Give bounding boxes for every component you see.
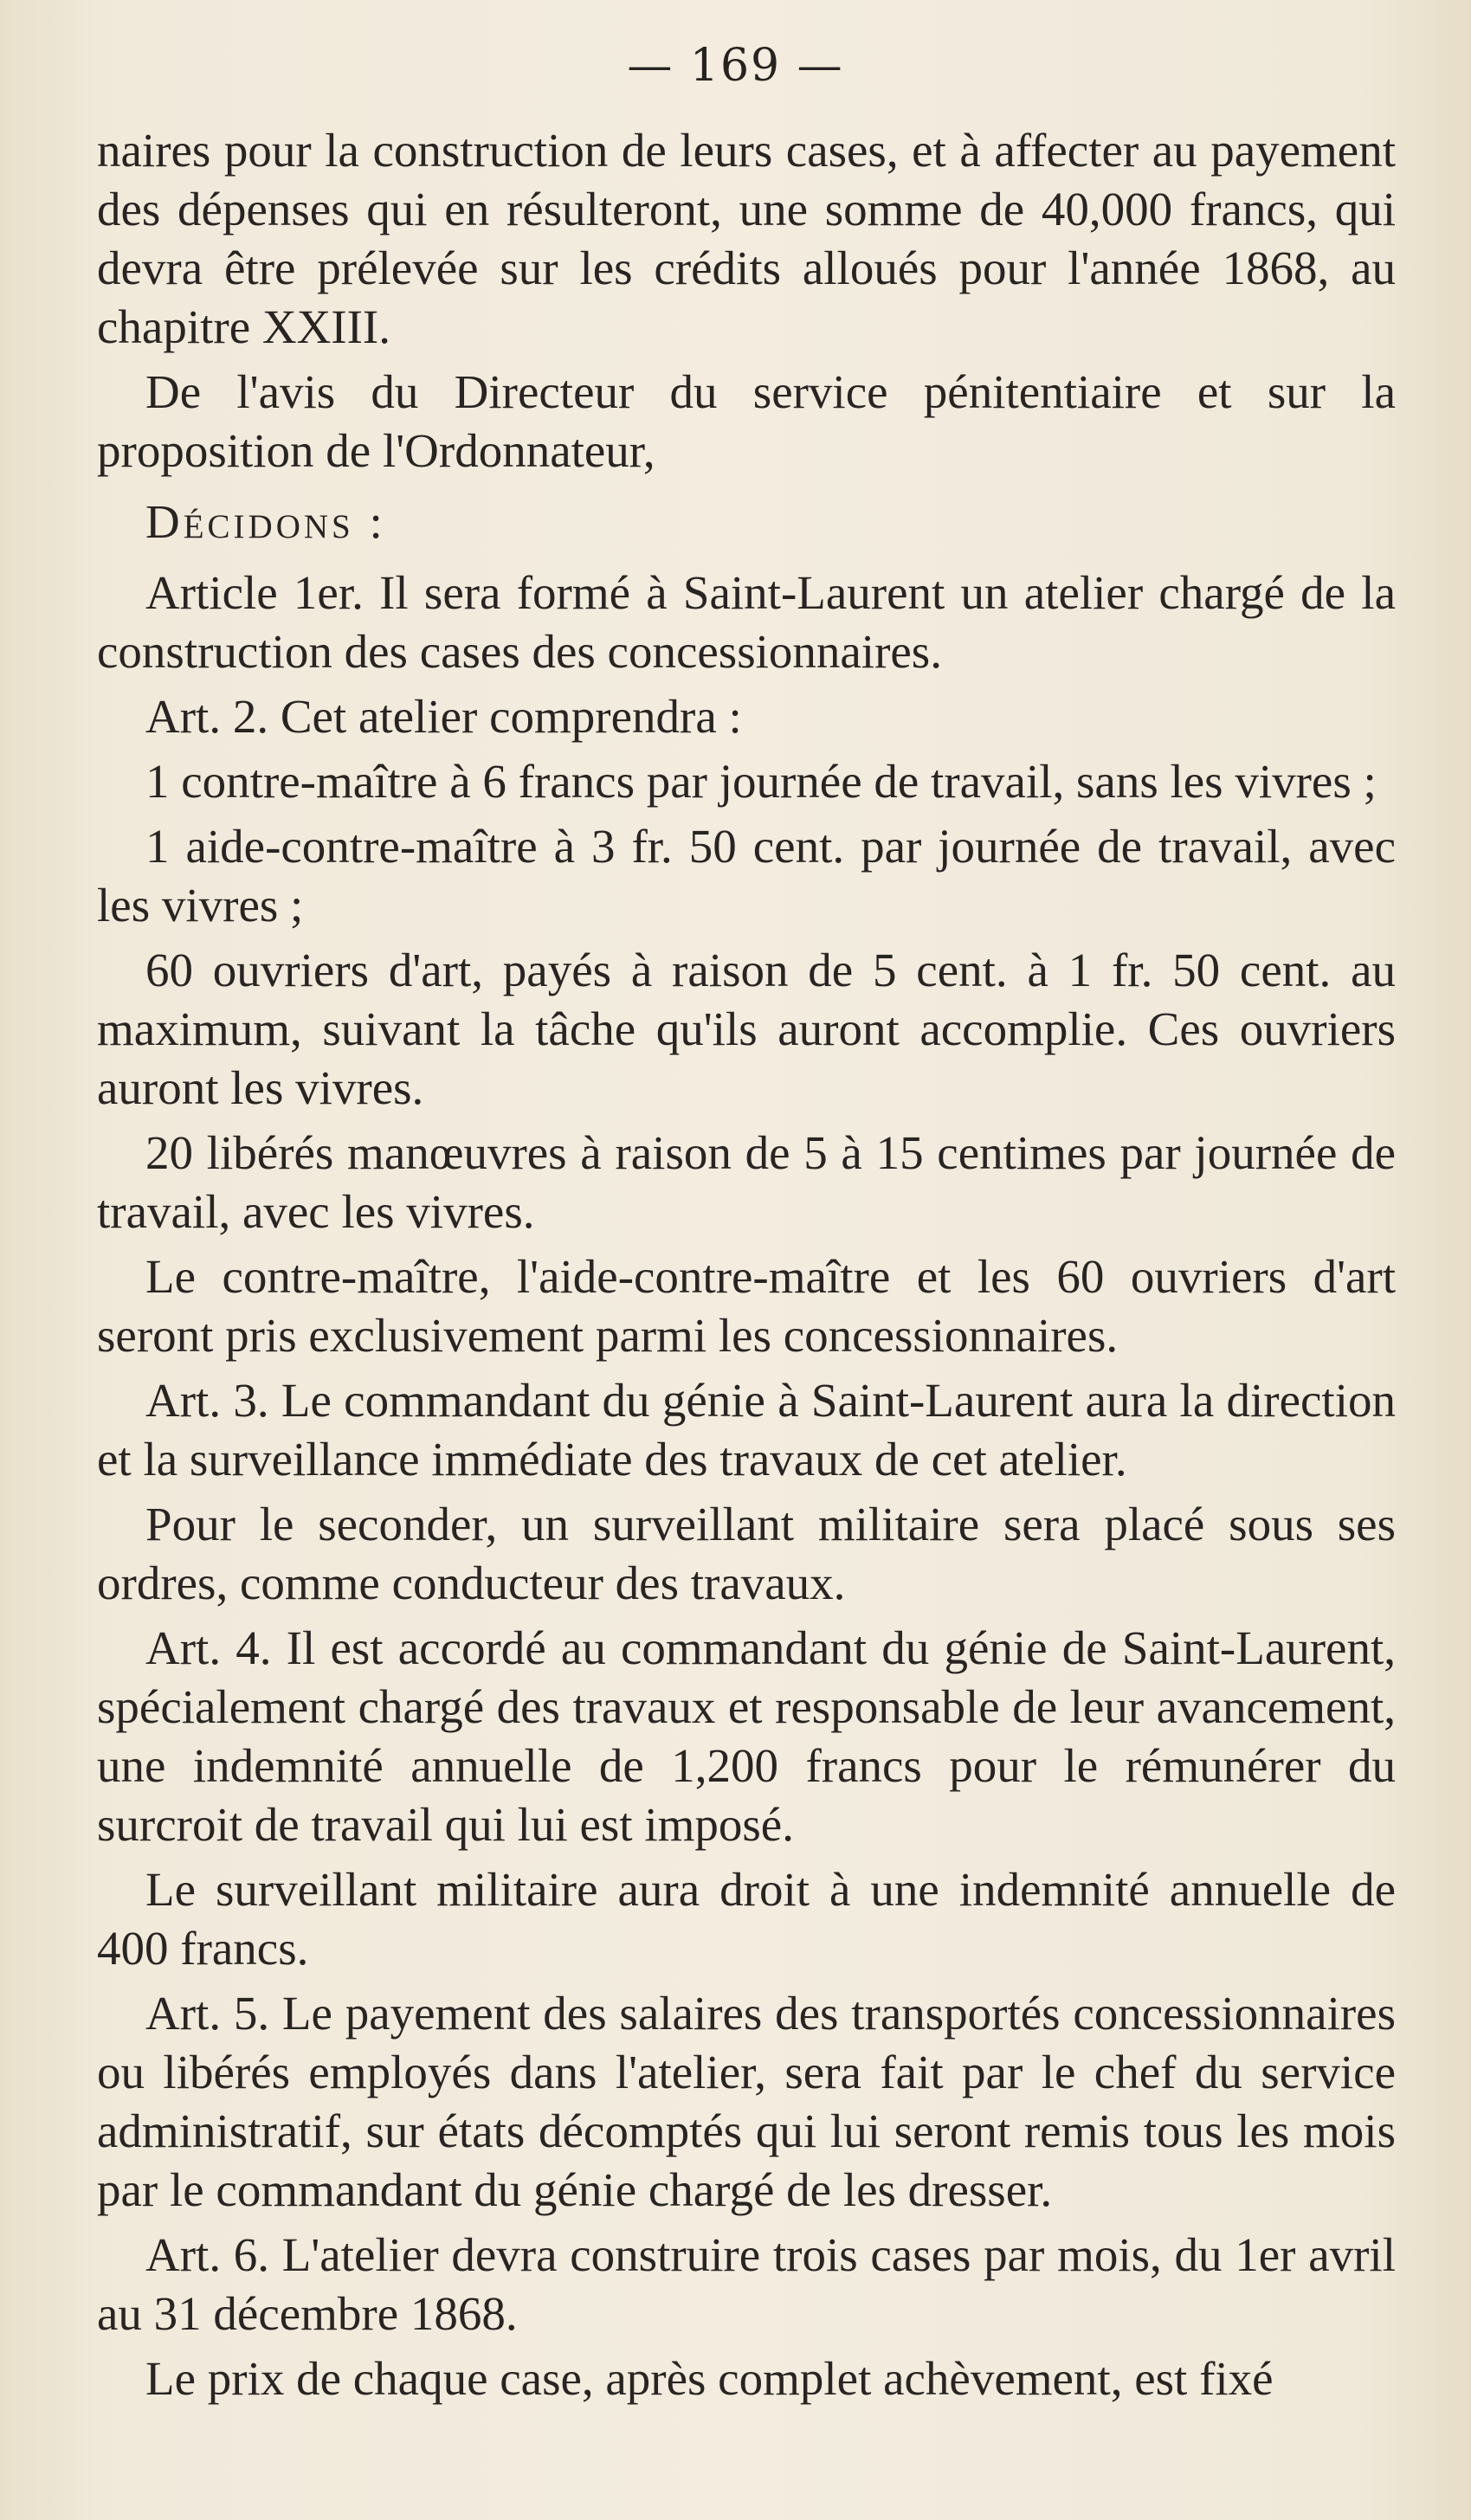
paragraph-recrutement: Le contre-maître, l'aide-contre-maître et les 60 ouvriers d'art seront pris exclusivement parmi les concessionnaires. (97, 1250, 1396, 1362)
paragraph-prix-case: Le prix de chaque case, après complet achèvement, est fixé (145, 2352, 1274, 2405)
body-text (97, 121, 1396, 2414)
paragraph-article-2: Art. 2. Cet atelier comprendra : (145, 690, 742, 743)
paragraph-liberes: 20 libérés manœuvres à raison de 5 à 15 centimes par journée de travail, avec les vivres. (97, 1126, 1396, 1238)
paragraph-article-3: Art. 3. Le commandant du génie à Saint-Laurent aura la direction et la surveillance immédiate des travaux de cet atelier. (97, 1374, 1396, 1486)
paragraph-continuation: naires pour la construction de leurs cases, et à affecter au payement des dépenses qui en résulteront, une somme de 40,000 francs, qui devra être prélevée sur les crédits alloués pour l'année 1868, au chapitre XXIII. (97, 124, 1396, 353)
paragraph-article-1: Article 1er. Il sera formé à Saint-Laurent un atelier chargé de la construction des cases des concessionnaires. (97, 566, 1396, 678)
paragraph-article-5: Art. 5. Le payement des salaires des transportés concessionnaires ou libérés employés dans l'atelier, sera fait par le chef du service administratif, sur états décomptés qui lui seront remis tous les mois par le commandant du génie chargé de les dresser. (97, 1987, 1396, 2216)
paragraph-avis: De l'avis du Directeur du service pénitentiaire et sur la proposition de l'Ordonnateur, (97, 365, 1396, 477)
page-number: — 169 — (627, 40, 844, 92)
paragraph-article-4: Art. 4. Il est accordé au commandant du génie de Saint-Laurent, spécialement chargé des travaux et responsable de leur avancement, une indemnité annuelle de 1,200 francs pour le rémunérer du surcroit de travail qui lui est imposé. (97, 1621, 1396, 1851)
paragraph-contre-maitre: 1 contre-maître à 6 francs par journée de travail, sans les vivres ; (145, 755, 1377, 808)
paragraph-surveillant: Pour le seconder, un surveillant militaire sera placé sous ses ordres, comme conducteur des travaux. (97, 1498, 1396, 1609)
decision-heading: Décidons : (145, 495, 386, 548)
paragraph-aide-contre-maitre: 1 aide-contre-maître à 3 fr. 50 cent. par journée de travail, avec les vivres ; (97, 820, 1396, 931)
paragraph-indemnite-surveillant: Le surveillant militaire aura droit à une indemnité annuelle de 400 francs. (97, 1863, 1396, 1975)
paragraph-article-6: Art. 6. L'atelier devra construire trois cases par mois, du 1er avril au 31 décembre 1868. (97, 2228, 1396, 2340)
paragraph-ouvriers: 60 ouvriers d'art, payés à raison de 5 cent. à 1 fr. 50 cent. au maximum, suivant la tâche qu'ils auront accomplie. Ces ouvriers auront les vivres. (97, 944, 1396, 1114)
